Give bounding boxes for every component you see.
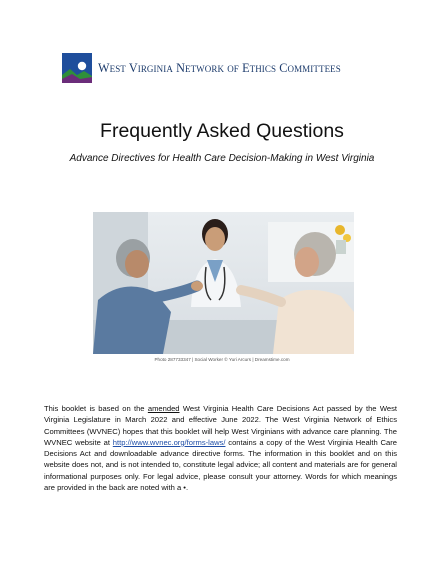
page-title: Frequently Asked Questions bbox=[100, 120, 344, 142]
header bbox=[62, 50, 341, 86]
mountain-sun-logo-icon bbox=[62, 53, 92, 83]
intro-paragraph bbox=[44, 403, 397, 493]
amended-term: amended bbox=[147, 404, 180, 413]
stock-photo bbox=[93, 212, 354, 354]
wvnec-forms-link[interactable]: http://www.wvnec.org/forms-laws/ bbox=[112, 437, 226, 447]
page-subtitle: Advance Directives for Health Care Decision-Making in West Virginia bbox=[69, 153, 375, 164]
photo-caption: Photo 287733347 | Social Worker © Yuri Arcurs | Dreamstime.com bbox=[154, 357, 290, 362]
intro-text-1: This booklet is based on the bbox=[44, 404, 148, 413]
intro-text-2: West Virginia Health Care Decisions Act passed by the West Virginia Legislature in March 2022 and effective June 2022. The West Virginia Network of Ethics Committees (WVNEC) hopes that this booklet will help West Virginians with advance care planning. The WVNEC website at bbox=[44, 404, 397, 447]
intro-text-3: contains a copy of the West Virginia Health Care Decisions Act and downloadable advance directive forms. The information in this booklet and on this website does not, and is not intended to, constitute legal advice; all content and materials are for general informational purposes only. For legal advice, please consult your attorney. Words for which meanings are provided in the back are noted with a •. bbox=[44, 437, 397, 493]
org-name: West Virginia Network of Ethics Committees bbox=[98, 60, 341, 75]
